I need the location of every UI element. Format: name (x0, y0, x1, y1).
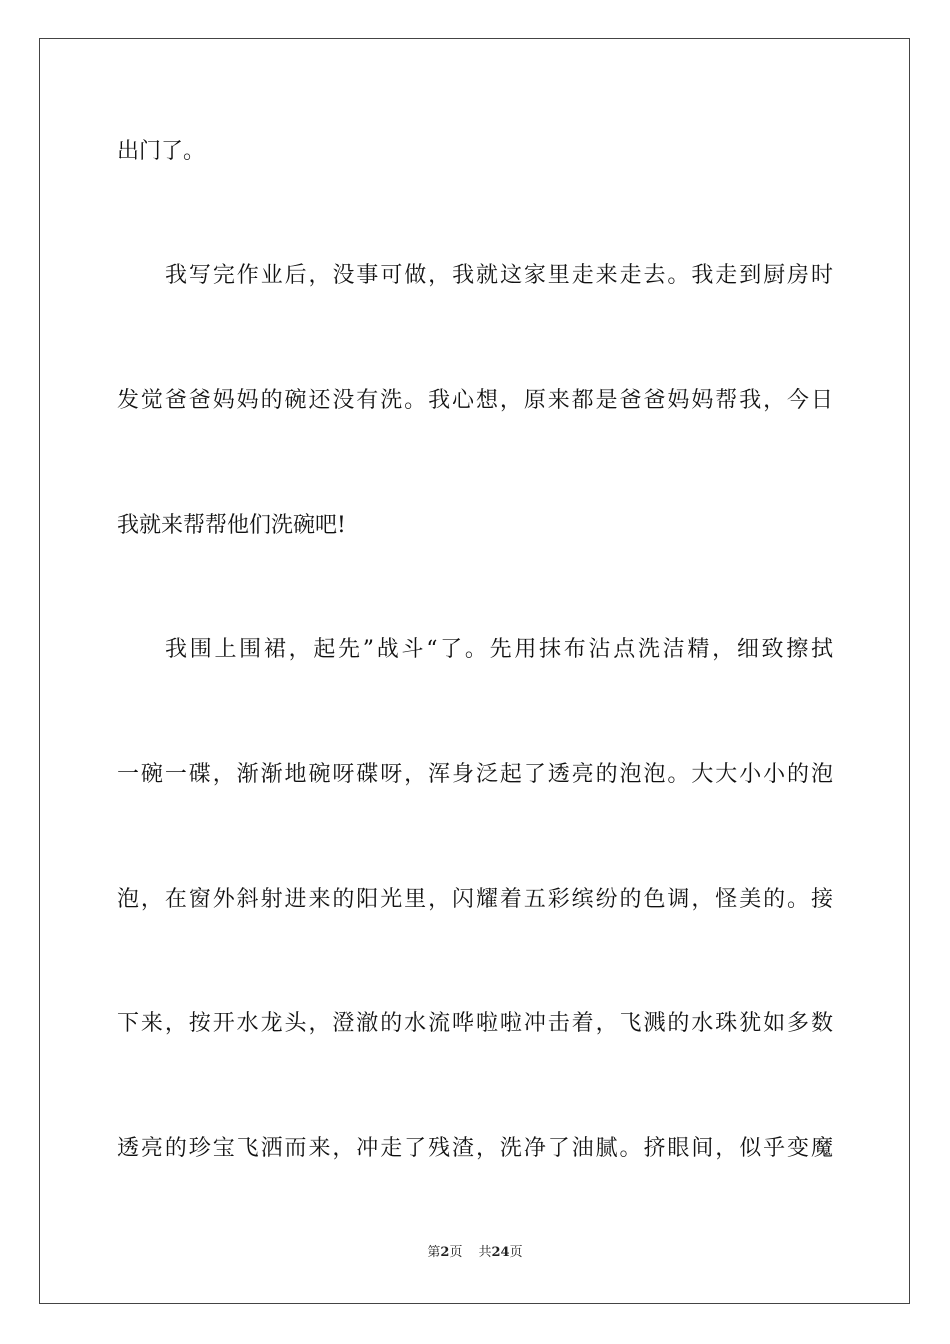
text-line-9: 透亮的珍宝飞洒而来，冲走了残渣，洗净了油腻。挤眼间，似乎变魔 (117, 1136, 833, 1161)
total-label-prefix: 共 (478, 1245, 492, 1260)
text-line-4: 我就来帮帮他们洗碗吧! (117, 513, 346, 538)
page-label-suffix: 页 (449, 1245, 463, 1260)
page-footer (0, 1244, 950, 1262)
total-pages: 24 (491, 1245, 510, 1260)
page-border (39, 38, 910, 1304)
text-line-2: 我写完作业后，没事可做，我就这家里走来走去。我走到厨房时 (165, 263, 833, 288)
text-line-8: 下来，按开水龙头，澄澈的水流哗啦啦冲击着，飞溅的水珠犹如多数 (117, 1011, 833, 1036)
page-number: 2 (440, 1245, 450, 1260)
text-line-5: 我围上围裙，起先”战斗“了。先用抹布沾点洗洁精，细致擦拭 (165, 637, 833, 662)
text-line-7: 泡，在窗外斜射进来的阳光里，闪耀着五彩缤纷的色调，怪美的。接 (117, 887, 833, 912)
total-label-suffix: 页 (509, 1245, 523, 1260)
page-label-prefix: 第 (427, 1245, 441, 1260)
text-line-6: 一碗一碟，渐渐地碗呀碟呀，浑身泛起了透亮的泡泡。大大小小的泡 (117, 762, 833, 787)
text-line-3: 发觉爸爸妈妈的碗还没有洗。我心想，原来都是爸爸妈妈帮我，今日 (117, 388, 833, 413)
text-line-1: 出门了。 (117, 139, 206, 164)
